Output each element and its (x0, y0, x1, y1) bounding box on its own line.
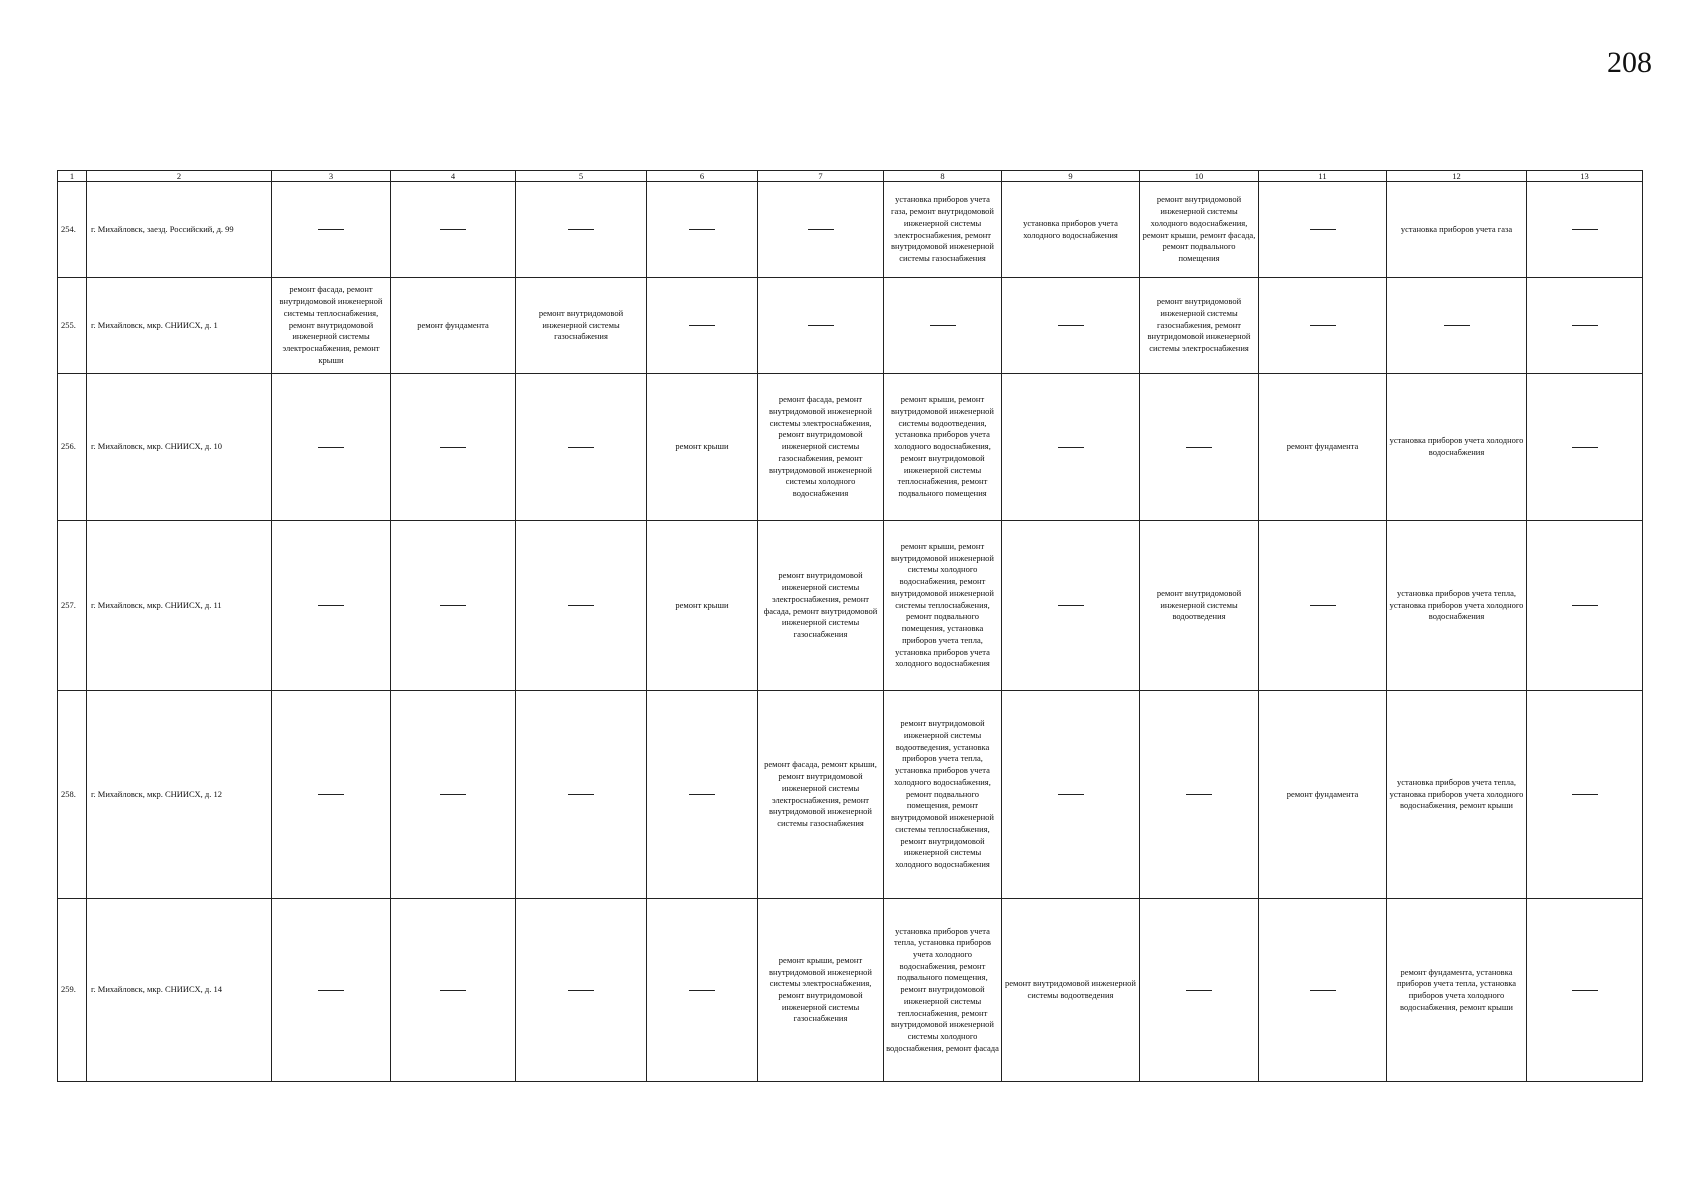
table-cell (516, 899, 647, 1082)
table-row (58, 182, 1643, 278)
dash-mark (808, 229, 834, 230)
table-cell (1259, 899, 1387, 1082)
table-cell (758, 182, 884, 278)
dash-mark (1572, 605, 1598, 606)
table-cell (1527, 374, 1643, 521)
table-cell (1527, 278, 1643, 374)
table-cell: ремонт крыши (647, 521, 758, 691)
table-cell: ремонт внутридомовой инженерной системы водоотведения, установка приборов учета тепла, установка приборов учета холодного водоснабжения, ремонт подвального помещения, ремонт внутридомовой инженерной системы теплоснабжения, ремонт внутридомовой инженерной системы холодного водоснабжения (884, 691, 1002, 899)
table-cell: ремонт крыши (647, 374, 758, 521)
dash-mark (1310, 229, 1336, 230)
dash-mark (1572, 229, 1598, 230)
column-header: 10 (1140, 171, 1259, 182)
table-cell: ремонт внутридомовой инженерной системы газоснабжения, ремонт внутридомовой инженерной системы электроснабжения (1140, 278, 1259, 374)
row-number: 254. (58, 182, 87, 278)
dash-mark (1310, 990, 1336, 991)
table-cell: ремонт крыши, ремонт внутридомовой инженерной системы холодного водоснабжения, ремонт внутридомовой инженерной системы теплоснабжения, ремонт подвального помещения, установка приборов учета тепла, установка приборов учета холодного водоснабжения (884, 521, 1002, 691)
table-cell (1527, 182, 1643, 278)
table-cell: ремонт внутридомовой инженерной системы газоснабжения (516, 278, 647, 374)
table-cell (647, 278, 758, 374)
column-header: 7 (758, 171, 884, 182)
table-row (58, 374, 1643, 521)
table-cell (272, 899, 391, 1082)
table-cell (1140, 691, 1259, 899)
row-address: г. Михайловск, мкр. СНИИСХ, д. 10 (87, 374, 272, 521)
table-cell (1002, 278, 1140, 374)
table-cell: ремонт фундамента (1259, 691, 1387, 899)
dash-mark (689, 990, 715, 991)
dash-mark (1572, 447, 1598, 448)
row-address: г. Михайловск, заезд. Российский, д. 99 (87, 182, 272, 278)
table-cell (1527, 691, 1643, 899)
dash-mark (1058, 325, 1084, 326)
table-cell: ремонт внутридомовой инженерной системы электроснабжения, ремонт фасада, ремонт внутридомовой инженерной системы газоснабжения (758, 521, 884, 691)
dash-mark (568, 447, 594, 448)
table-cell: ремонт фундамента, установка приборов учета тепла, установка приборов учета холодного водоснабжения, ремонт крыши (1387, 899, 1527, 1082)
column-header: 3 (272, 171, 391, 182)
table-cell (272, 691, 391, 899)
dash-mark (568, 605, 594, 606)
dash-mark (440, 605, 466, 606)
table-cell: установка приборов учета тепла, установка приборов учета холодного водоснабжения, ремонт подвального помещения, ремонт внутридомовой инженерной системы теплоснабжения, ремонт внутридомовой инженерной системы холодного водоснабжения, ремонт фасада (884, 899, 1002, 1082)
table-cell: установка приборов учета тепла, установка приборов учета холодного водоснабжения (1387, 521, 1527, 691)
dash-mark (440, 447, 466, 448)
dash-mark (440, 990, 466, 991)
dash-mark (318, 990, 344, 991)
dash-mark (689, 325, 715, 326)
dash-mark (568, 229, 594, 230)
column-header: 4 (391, 171, 516, 182)
table-cell (1140, 899, 1259, 1082)
dash-mark (318, 794, 344, 795)
table-cell (516, 374, 647, 521)
table-cell (516, 521, 647, 691)
dash-mark (1444, 325, 1470, 326)
column-header: 1 (58, 171, 87, 182)
table-cell (391, 691, 516, 899)
dash-mark (1310, 325, 1336, 326)
dash-mark (1186, 794, 1212, 795)
repair-schedule-table (57, 170, 1643, 1082)
dash-mark (1572, 794, 1598, 795)
column-header: 9 (1002, 171, 1140, 182)
table-cell: ремонт фасада, ремонт внутридомовой инженерной системы электроснабжения, ремонт внутридомовой инженерной системы газоснабжения, ремонт внутридомовой инженерной системы холодного водоснабжения (758, 374, 884, 521)
dash-mark (689, 794, 715, 795)
table-cell (1140, 374, 1259, 521)
table-cell (391, 899, 516, 1082)
table-cell (516, 691, 647, 899)
column-header: 5 (516, 171, 647, 182)
column-header: 8 (884, 171, 1002, 182)
table-cell (1002, 521, 1140, 691)
table-cell (758, 278, 884, 374)
table-cell (1387, 278, 1527, 374)
column-header: 13 (1527, 171, 1643, 182)
table-cell (1259, 278, 1387, 374)
dash-mark (1058, 447, 1084, 448)
table-cell: установка приборов учета холодного водоснабжения (1387, 374, 1527, 521)
table-cell: установка приборов учета газа, ремонт внутридомовой инженерной системы электроснабжения, ремонт внутридомовой инженерной системы газоснабжения (884, 182, 1002, 278)
table-cell: ремонт внутридомовой инженерной системы водоотведения (1002, 899, 1140, 1082)
dash-mark (318, 447, 344, 448)
table-cell: ремонт фундамента (391, 278, 516, 374)
row-number: 255. (58, 278, 87, 374)
table-cell: ремонт фасада, ремонт внутридомовой инженерной системы теплоснабжения, ремонт внутридомовой инженерной системы электроснабжения, ремонт крыши (272, 278, 391, 374)
table-cell (1002, 374, 1140, 521)
dash-mark (930, 325, 956, 326)
dash-mark (1058, 794, 1084, 795)
column-header: 2 (87, 171, 272, 182)
column-number-header (58, 171, 1643, 182)
row-address: г. Михайловск, мкр. СНИИСХ, д. 12 (87, 691, 272, 899)
row-number: 259. (58, 899, 87, 1082)
dash-mark (568, 990, 594, 991)
dash-mark (568, 794, 594, 795)
dash-mark (318, 229, 344, 230)
dash-mark (1058, 605, 1084, 606)
table-cell (647, 691, 758, 899)
row-address: г. Михайловск, мкр. СНИИСХ, д. 11 (87, 521, 272, 691)
row-number: 257. (58, 521, 87, 691)
table-cell: ремонт фасада, ремонт крыши, ремонт внутридомовой инженерной системы электроснабжения, ремонт внутридомовой инженерной системы газоснабжения (758, 691, 884, 899)
table-cell (391, 521, 516, 691)
table-cell (391, 182, 516, 278)
table-cell (272, 182, 391, 278)
dash-mark (1572, 990, 1598, 991)
row-number: 256. (58, 374, 87, 521)
dash-mark (318, 605, 344, 606)
table-cell (647, 182, 758, 278)
column-header: 11 (1259, 171, 1387, 182)
page-number: 208 (1607, 46, 1652, 79)
table-cell (1527, 899, 1643, 1082)
table-cell: ремонт внутридомовой инженерной системы водоотведения (1140, 521, 1259, 691)
table-cell: ремонт крыши, ремонт внутридомовой инженерной системы электроснабжения, ремонт внутридомовой инженерной системы газоснабжения (758, 899, 884, 1082)
table-cell (1002, 691, 1140, 899)
table-cell (391, 374, 516, 521)
table-row (58, 278, 1643, 374)
table-row (58, 899, 1643, 1082)
dash-mark (440, 794, 466, 795)
table-cell (1259, 521, 1387, 691)
dash-mark (808, 325, 834, 326)
table-row (58, 691, 1643, 899)
column-header: 12 (1387, 171, 1527, 182)
table-cell: установка приборов учета холодного водоснабжения (1002, 182, 1140, 278)
dash-mark (689, 229, 715, 230)
table-cell: ремонт крыши, ремонт внутридомовой инженерной системы водоотведения, установка приборов учета холодного водоснабжения, ремонт внутридомовой инженерной системы теплоснабжения, ремонт подвального помещения (884, 374, 1002, 521)
row-address: г. Михайловск, мкр. СНИИСХ, д. 1 (87, 278, 272, 374)
row-address: г. Михайловск, мкр. СНИИСХ, д. 14 (87, 899, 272, 1082)
table-cell: установка приборов учета газа (1387, 182, 1527, 278)
row-number: 258. (58, 691, 87, 899)
table-cell: ремонт внутридомовой инженерной системы холодного водоснабжения, ремонт крыши, ремонт фасада, ремонт подвального помещения (1140, 182, 1259, 278)
dash-mark (1186, 990, 1212, 991)
table-cell (647, 899, 758, 1082)
table-cell (1259, 182, 1387, 278)
dash-mark (1310, 605, 1336, 606)
table-cell: установка приборов учета тепла, установка приборов учета холодного водоснабжения, ремонт крыши (1387, 691, 1527, 899)
table-row (58, 521, 1643, 691)
table-cell (272, 521, 391, 691)
dash-mark (440, 229, 466, 230)
table-cell: ремонт фундамента (1259, 374, 1387, 521)
dash-mark (1572, 325, 1598, 326)
table-cell (884, 278, 1002, 374)
table-cell (1527, 521, 1643, 691)
dash-mark (1186, 447, 1212, 448)
table-cell (272, 374, 391, 521)
column-header: 6 (647, 171, 758, 182)
table-cell (516, 182, 647, 278)
